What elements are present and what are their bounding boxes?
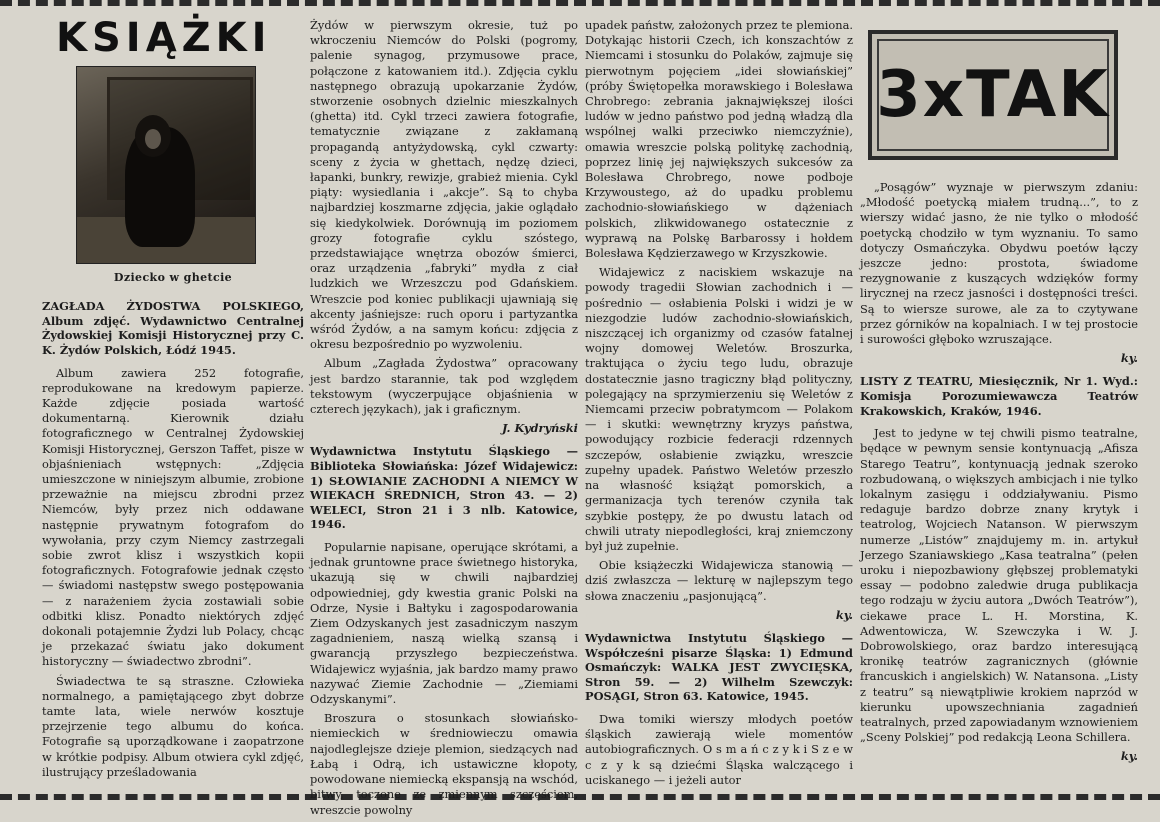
photo-caption: Dziecko w ghetcie [113,271,233,284]
article-paragraph: Album zawiera 252 fotografie, reprodukowane na kredowym papierze. Każde zdjęcie posiada wartość dokumentarną. Kierownik działu fotograficznego w Centralnej Żydowskiej Komisji Historycznej, Gerszon Taffet, pisze w objaśnieniach wstępnych: „Zdjęcia umieszczone w niniejszym albumie, zrobione przeważnie na miejscu zbrodni przez Niemców, były przez nich oddawane następnie prywatnym fotografom do wywołania, przy czym Niemcy zastrzegali sobie zwrot klisz i wszystkich kopii fotograficznych. Fotografowie jednak często — świadomi następstw swego postępowania — z narażeniem życia zostawiali sobie odbitki klisz. Ponadto niektórych zdjęć dokonali potajemnie Żydzi lub Polacy, chcąc je przekazać światu jako dokument historyczny — świadectwo zbrodni”. [42,365,304,669]
author-signature: ky. [1120,351,1138,366]
review-heading-widajewicz: Wydawnictwa Instytutu Śląskiego — Biblioteka Słowiańska: Józef Widajewicz: 1) SŁOWIANIE ZACHODNI A NIEMCY W WIEKACH ŚREDNICH, Stron 43. — 2) WELECI, Stron 21 i 3 nlb. Katowice, 1946. [310,444,578,532]
article-paragraph: „Posągów” wyznaje w pierwszym zdaniu: „Młodość poetycką miałem trudną...”, to z wierszy widać jasno, że nie tylko o młodość poetycką chodziło w tym wyznaniu. To samo dotyczy Osmańczyka. Obydwu poetów łączy jeszcze jedno: prostota, świadome rezygnowanie z kuszących wdzięków formy lirycznej na rzecz jasności i dostępności treści. Są to wiersze surowe, ale za to czytywane przez górników na kopalniach. I w tej prostocie i surowości głęboko wzruszające. [860,180,1138,347]
column-3 [585,18,853,792]
article-paragraph: Album „Zagłada Żydostwa” opracowany jest bardzo starannie, tak pod względem tekstowym (wyczerpujące objaśnienia w czterech językach), jak i graficznym. [310,356,578,417]
article-paragraph: Żydów w pierwszym okresie, tuż po wkroczeniu Niemców do Polski (pogromy, palenie synagog, przymusowe prace, połączone z katowaniem itd.). Zdjęcia cyklu następnego obrazują upokarzanie Żydów, stworzenie osobnych dzielnic mieszkalnych (ghetta) itd. Cykl trzeci zawiera fotografie, tematycznie związane z zakłamaną propagandą antyżydowską, cykl czwarty: sceny z życia w ghettach, nędzę dzieci, łapanki, bunkry, rewizje, grabież mienia. Cykl piąty: wysiedlania i „akcje”. Są to chyba najbardziej koszmarne zdjęcia, jakie oglądało się kiedykolwiek. Dorównują im poziomem grozy fotografie cyklu szóstego, przedstawiające wnętrza obozów śmierci, oraz urządzenia „fabryki” mydła z ciał ludzkich we Wrzeszczu pod Gdańskiem. Wreszcie pod koniec publikacji ujawniają się akcenty jaśniejsze: ruch oporu i partyzantka wśród Żydów, a na samym końcu: zdjęcia z okresu bezpośrednio po wyzwoleniu. [310,18,578,352]
photo-child-face [145,129,161,149]
article-paragraph: Świadectwa te są straszne. Człowieka normalnego, a pamiętającego zbyt dobrze tamte lata, wiele nerwów kosztuje przejrzenie tego albumu do końca. Fotografie są uporządkowane i zaopatrzone w krótkie podpisy. Album otwiera cykl zdjęć, ilustrujący prześladowania [42,673,304,779]
article-paragraph: Dwa tomiki wierszy młodych poetów śląskich zawierają wiele momentów autobiograficznych. O s m a ń c z y k i S z e w c z y k są dziećmi Śląska walczącego i uciskanego — i jeżeli autor [585,711,853,787]
column-1 [42,16,304,784]
article-paragraph: Obie książeczki Widajewicza stanowią — dziś zwłaszcza — lekturę w najlepszym tego słowa znaczeniu „pasjonującą”. [585,558,853,603]
author-signature: ky. [1120,749,1138,764]
article-paragraph: Broszura o stosunkach słowiańsko-niemieckich w średniowieczu omawia najodleglejsze dzieje plemion, siedzących nad Łabą i Odrą, ich ustawiczne kłopoty, powodowane niemiecką ekspansją na wschód, bitwy, toczone ze zmiennym szczęściem, wreszcie powolny [310,711,578,817]
article-paragraph: Popularnie napisane, operujące skrótami, a jednak gruntowne prace świetnego historyka, ukazują się w chwili najbardziej odpowiedniej, gdy kwestia granic Polski na Odrze, Nysie i Bałtyku i zagospodarowania Ziem Odzyskanych jest zasadniczym naszym zagadnieniem, naszą wielką szansą i gwarancją przyszłego bezpieczeństwa. Widajewicz wyjaśnia, jak bardzo mamy prawo nazywać Ziemie Zachodnie — „Ziemiami Odzyskanymi”. [310,540,578,707]
tak-logo-box [868,30,1118,160]
review-heading-osmanczyk: Wydawnictwa Instytutu Śląskiego — Współcześni pisarze Śląska: 1) Edmund Osmańczyk: WALKA JEST ZWYCIĘSKA, Stron 59. — 2) Wilhelm Szewczyk: POSĄGI, Stron 63. Katowice, 1945. [585,630,853,704]
review-heading-listy: LISTY Z TEATRU, Miesięcznik, Nr 1. Wyd.: Komisja Porozumiewawcza Teatrów Krakowskich, Kraków, 1946. [860,374,1138,418]
author-signature: ky. [835,607,853,622]
section-masthead: KSIĄŻKI [56,15,272,61]
column-4 [860,180,1138,773]
ghetto-child-photo [76,66,256,264]
column-2 [310,18,578,822]
article-paragraph: upadek państw, założonych przez te plemiona. Dotykając historii Czech, ich konszachtów z Niemcami i stosunku do Polaków, zajmuje się pierwotnym pojęciem „idei słowiańskiej” (próby Świętopełka morawskiego i Bolesława Chrobrego: zebrania jaknajwiększej ilości ludów w jedno państwo pod jedną władzą dla wspólnej walki przeciwko niemczyźnie), omawia wreszcie polską politykę zachodnią, poprzez linię jej największych sukcesów za Bolesława Chrobrego, nowe podboje Krzywoustego, aż do upadku problemu zachodnio-słowiańskiego w dążeniach polskich, zlikwidowanego ostatecznie z wyprawą na Polskę Barbarossy i hołdem Bolesława Kędzierzawego w Krzyszkowie. [585,18,853,261]
review-heading-zaglada: ZAGŁADA ŻYDOSTWA POLSKIEGO, Album zdjęć. Wydawnictwo Centralnej Żydowskiej Komisji Historycznej przy C. K. Żydów Polskich, Łódź 1945. [42,299,304,357]
tak-logo-text: 3xTAK [877,39,1109,151]
author-signature: J. Kydryński [502,421,578,436]
article-paragraph: Jest to jedyne w tej chwili pismo teatralne, będące w pewnym sensie kontynuacją „Afisza Starego Teatru”, kontynuacją jednak szeroko rozbudowaną, o większych ambicjach i nie tylko lokalnym zasięgu i oddziaływaniu. Pismo redaguje bardzo dobrze znany krytyk i teatrolog, Wojciech Natanson. W pierwszym numerze „Listów” znajdujemy m. in. artykuł Jerzego Szaniawskiego „Kasa teatralna” (pełen uroku i niepozbawiony głębszej problematyki essay — podobno zaledwie druga publikacja tego rodzaju w życiu autora „Dwóch Teatrów”), ciekawe prace L. H. Morstina, K. Adwentowicza, W. Szewczyka i W. J. Dobrowolskiego, oraz bardzo interesującą kronikę teatrów zagranicznych (głównie francuskich i angielskich) W. Natansona. „Listy z teatru” są niewątpliwie krokiem naprzód w kierunku upowszechniania zagadnień teatralnych, przed zapowiadanym wznowieniem „Sceny Polskiej” pod redakcją Leona Schillera. [860,426,1138,745]
article-paragraph: Widajewicz z naciskiem wskazuje na powody tragedii Słowian zachodnich i — pośrednio — osłabienia Polski i widzi je w niezgodzie ludów zachodnio-słowiańskich, niszczącej ich organizmy od czasów fatalnej wojny domowej Weletów. Broszurka, traktująca o życiu tego ludu, obrazuje dostatecznie jasno tragiczny błąd polityczny, polegający na sprzymierzeniu się Weletów z Niemcami przeciw pobratymcom — Polakom — i skutki: wewnętrzny kryzys państwa, powodujący rozbicie federacji rdzennych szczepów, osłabienie związku, wreszcie zupełny upadek. Państwo Weletów przeszło na własność książąt pomorskich, a germanizacja tych terenów czyniła tak szybkie postępy, że po dwustu latach od chwili utraty niepodległości, kraj zniemczony był już zupełnie. [585,265,853,553]
